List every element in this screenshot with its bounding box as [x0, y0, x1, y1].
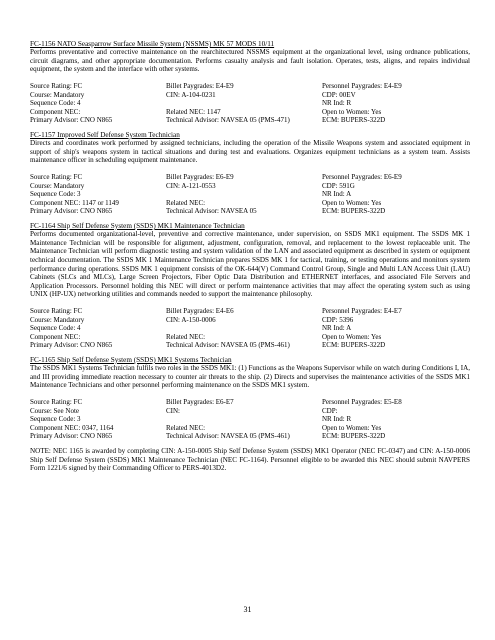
entry-fields: [30, 173, 470, 217]
entry-fields: [30, 307, 470, 351]
technical-advisor: Technical Advisor: NAVSEA 05 (PMS-461): [166, 341, 290, 350]
sequence-code: Sequence Code: 4: [30, 99, 81, 108]
entry-fields: [30, 398, 470, 442]
ecm: ECM: BUPERS-322D: [322, 432, 386, 441]
entry-title: FC-1156 NATO Seasparrow Surface Missile System (NSSMS) MK 57 MODS 10/11: [30, 40, 275, 48]
billet-paygrades: Billet Paygrades: E6-E9: [166, 172, 234, 181]
fields-column-3: [322, 173, 402, 216]
footnote: NOTE: NEC 1165 is awarded by completing CIN: A-150-0005 Ship Self Defense System (SSDS) MK1 Operator (NEC FC-0347) and CIN: A-150-0006 Ship Self Defense System (SSDS) MK1 Maintenance Technician (NEC FC-1164). Personnel eligible to be awarded this NEC should submit NAVPERS Form 1221/6 signed by their Commanding Officer to PERS-4013D2.: [30, 446, 470, 473]
entry-title: FC-1164 Ship Self Defense System (SSDS) MK1 Maintenance Technician: [30, 221, 245, 230]
fields-column-3: [322, 307, 402, 350]
cdp: CDP:: [322, 406, 338, 415]
component-nec: Component NEC: 1147 or 1149: [30, 198, 119, 207]
entry-description: Directs and coordinates work performed by assigned technicians, including the operation of the Missile Weapons system and associated equipment in support of ship's weapons system in tactical situations and during test and evaluations. Organizes equipment technicians as a system team. Assists maintenance officer in scheduling equipment maintenance.: [30, 139, 470, 165]
source-rating: Source Rating: FC: [30, 81, 83, 90]
nec-entry-1164: [30, 222, 470, 351]
open-to-women: Open to Women: Yes: [322, 423, 382, 432]
blank-field: [166, 415, 290, 424]
cin: CIN:: [166, 406, 180, 415]
nec-entry-1165: [30, 356, 470, 442]
cin: CIN: A-104-0231: [166, 90, 216, 99]
primary-advisor: Primary Advisor: CNO N865: [30, 341, 113, 350]
ecm: ECM: BUPERS-322D: [322, 207, 386, 216]
document-page: [30, 40, 470, 473]
fields-column-3: [322, 82, 402, 125]
ecm: ECM: BUPERS-322D: [322, 116, 386, 125]
fields-column-2: [166, 398, 290, 441]
cin: CIN: A-150-0006: [166, 315, 216, 324]
personnel-paygrades: Personnel Paygrades: E5-E8: [322, 397, 402, 406]
cdp: CDP: 591G: [322, 181, 355, 190]
personnel-paygrades: Personnel Paygrades: E6-E9: [322, 172, 402, 181]
primary-advisor: Primary Advisor: CNO N865: [30, 116, 113, 125]
cdp: CDP: 5396: [322, 315, 354, 324]
nec-entry-1156: [30, 40, 470, 126]
nec-entry-1157: [30, 131, 470, 217]
technical-advisor: Technical Advisor: NAVSEA 05 (PMS-461): [166, 432, 290, 441]
related-nec: Related NEC:: [166, 332, 206, 341]
blank-field: [166, 190, 257, 199]
related-nec: Related NEC: 1147: [166, 107, 221, 116]
sequence-code: Sequence Code: 4: [30, 324, 81, 333]
fields-column-1: [30, 173, 119, 216]
blank-field: [166, 324, 290, 333]
fields-column-2: [166, 82, 290, 125]
course: Course: See Note: [30, 406, 79, 415]
course: Course: Mandatory: [30, 315, 85, 324]
nr-ind: NR Ind: R: [322, 99, 352, 108]
blank-field: [166, 99, 290, 108]
open-to-women: Open to Women: Yes: [322, 107, 382, 116]
sequence-code: Sequence Code: 3: [30, 415, 81, 424]
fields-column-1: [30, 82, 112, 125]
billet-paygrades: Billet Paygrades: E6-E7: [166, 397, 234, 406]
nr-ind: NR Ind: R: [322, 415, 352, 424]
technical-advisor: Technical Advisor: NAVSEA 05: [166, 207, 257, 216]
ecm: ECM: BUPERS-322D: [322, 341, 386, 350]
fields-column-2: [166, 173, 257, 216]
source-rating: Source Rating: FC: [30, 306, 83, 315]
related-nec: Related NEC:: [166, 198, 206, 207]
fields-column-1: [30, 398, 113, 441]
personnel-paygrades: Personnel Paygrades: E4-E7: [322, 306, 402, 315]
component-nec: Component NEC: 0347, 1164: [30, 423, 114, 432]
sequence-code: Sequence Code: 3: [30, 190, 81, 199]
personnel-paygrades: Personnel Paygrades: E4-E9: [322, 81, 402, 90]
entry-fields: [30, 82, 470, 126]
component-nec: Component NEC:: [30, 332, 81, 341]
source-rating: Source Rating: FC: [30, 172, 83, 181]
fields-column-1: [30, 307, 112, 350]
fields-column-3: [322, 398, 402, 441]
page-number: 31: [243, 605, 252, 614]
primary-advisor: Primary Advisor: CNO N865: [30, 207, 113, 216]
entry-description: The SSDS MK1 Systems Technician fulfils two roles in the SSDS MK1: (1) Functions as the Weapons Supervisor while on watch during Conditions I, IA, and III providing immediate reaction necessary to counter air threats to the ship. (2) Directs and supervises the maintenance activities of the SSDS MK1 Maintenance Technicians and other personnel performing maintenance on the SSDS MK1 system.: [30, 364, 470, 390]
cdp: CDP: 00EV: [322, 90, 356, 99]
entry-title: FC-1165 Ship Self Defense System (SSDS) MK1 Systems Technician: [30, 355, 232, 364]
entry-title: FC-1157 Improved Self Defense System Technician: [30, 130, 180, 139]
nr-ind: NR Ind: A: [322, 190, 352, 199]
fields-column-2: [166, 307, 290, 350]
nr-ind: NR Ind: A: [322, 324, 352, 333]
source-rating: Source Rating: FC: [30, 397, 83, 406]
billet-paygrades: Billet Paygrades: E4-E9: [166, 81, 234, 90]
entry-description: Performs documented organizational-level, preventive and corrective maintenance, under supervision, on SSDS MK1 equipment. The SSDS MK 1 Maintenance Technician will be responsible for alignment, adjustment, configuration, removal, and replacement to the lowest replaceable unit. The Maintenance Technician will perform diagnostic testing and system validation of the LAN and associated equipment as described in system or equipment technical documentation. The SSDS MK 1 Maintenance Technician prepares SSDS MK 1 for tactical, training, or testing operations and monitors system performance during operations. SSDS MK 1 equipment consists of the OK-644(V) Command Control Group, Single and Multi LAN Access Unit (LAU) Cabinets (SLCs and MLCs), Large Screen Projectors, Fiber Optic Data Distribution and ETHERNET interfaces, and associated File Servers and Application Processors. Personnel holding this NEC will direct or perform maintenance activities that may affect the operating system such as using UNIX (HP-UX) networking utilities and commands needed to support the maintenance philosophy.: [30, 230, 470, 299]
entry-description: Performs preventative and corrective maintenance on the rearchitectured NSSMS equipment at the organizational level, using ordnance publications, circuit diagrams, and other appropriate documentation. Performs casualty analysis and fault isolation. Operates, tests, aligns, and repairs individual equipment, the system and the interface with other systems.: [30, 48, 470, 74]
technical-advisor: Technical Advisor: NAVSEA 05 (PMS-471): [166, 116, 290, 125]
primary-advisor: Primary Advisor: CNO N865: [30, 432, 113, 441]
related-nec: Related NEC:: [166, 423, 206, 432]
component-nec: Component NEC:: [30, 107, 81, 116]
open-to-women: Open to Women: Yes: [322, 332, 382, 341]
course: Course: Mandatory: [30, 90, 85, 99]
open-to-women: Open to Women: Yes: [322, 198, 382, 207]
cin: CIN: A-121-0553: [166, 181, 216, 190]
billet-paygrades: Billet Paygrades: E4-E6: [166, 306, 234, 315]
course: Course: Mandatory: [30, 181, 85, 190]
